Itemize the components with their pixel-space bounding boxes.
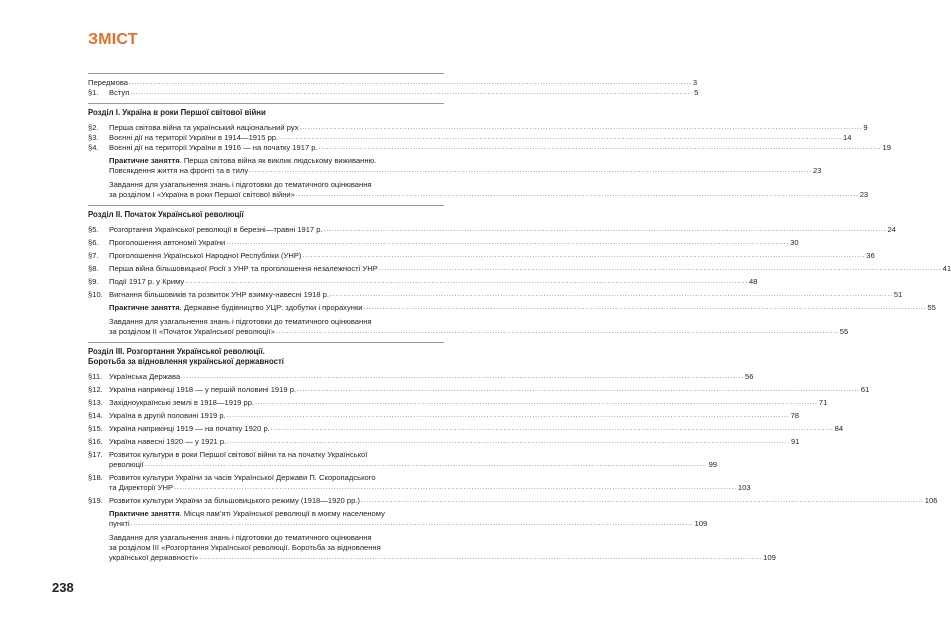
practical-label: Практичне заняття [109,156,180,165]
entry-page: 78 [790,411,799,420]
entry-title: Розвиток культури в роки Першої світової війни та на початку Української [109,450,368,459]
entry-title: Проголошення Української Народної Республіки (УНР) [109,251,302,260]
leader-dots [227,437,790,447]
entry-title: Розвиток культури України за більшовицького режиму (1918—1920 рр.) [109,496,360,505]
entry-page: 51 [893,290,903,299]
entry-page: 91 [791,437,800,446]
entry-page: 23 [812,166,822,175]
toc-entry[interactable] [88,264,951,274]
entry-number: §10. [88,290,103,299]
entry-number: §9. [88,277,99,286]
entry-title: Події 1917 р. у Криму [109,277,185,286]
entry-title: Перша світова війна та український національний рух [109,123,299,132]
entry-title: Воєнні дії на території України в 1916 — на початку 1917 р. [109,143,318,152]
review-tasks[interactable] [88,180,869,200]
toc-entry[interactable] [88,251,875,261]
tasks-line: за розділом ІІ «Початок Української революції» [109,327,275,336]
entry-page: 71 [818,398,828,407]
entry-page: 5 [694,88,699,97]
tasks-line: Завдання для узагальнення знань і підготовки до тематичного оцінювання [109,533,372,542]
divider [88,103,444,104]
entry-title: Перша війна більшовицької Росії з УНР та проголошення незалежності УНР [109,264,378,273]
entry-page: 30 [790,238,799,247]
entry-page: 55 [927,303,936,312]
entry-page: 14 [842,133,852,142]
entry-title: Передмова [88,78,129,87]
toc-entry[interactable] [88,411,799,421]
leader-dots [276,327,839,337]
entry-number: §19. [88,496,103,505]
entry-page: 48 [749,277,758,286]
entry-title-cont: та Директорії УНР [109,483,174,492]
practical-lesson[interactable] [88,303,936,313]
practical-title: . Державне будівництво УЦР: здобутки і прорахунки [179,303,363,312]
entry-number: §12. [88,385,103,394]
entry-page: 106 [924,496,938,505]
entry-page: 109 [763,553,776,562]
tasks-line: української державності» [109,553,199,562]
entry-title: Україна наприкінці 1919 — на початку 1920 р. [109,424,270,433]
entry-title: Західноукраїнські землі в 1918—1919 рр. [109,398,255,407]
entry-page: 61 [860,385,870,394]
leader-dots [271,424,834,434]
toc-entry[interactable] [88,450,718,470]
entry-number: §5. [88,225,99,234]
entry-title-cont: революції [109,460,144,469]
leader-dots [279,133,842,143]
section-heading[interactable]: Розділ І. Україна в роки Першої світової війни [88,108,266,117]
toc-entry[interactable] [88,290,903,300]
entry-title: Україна в другій половині 1919 р. [109,411,226,420]
tasks-line: за розділом І «Україна в роки Першої світової війни» [109,190,295,199]
entry-title: Українська Держава [109,372,181,381]
leader-dots [296,190,859,200]
entry-page: 41 [942,264,951,273]
entry-number: §13. [88,398,103,407]
leader-dots [361,496,924,506]
entry-number: §18. [88,473,103,482]
leader-dots [199,553,762,563]
leader-dots [226,238,789,248]
entry-number: §16. [88,437,103,446]
entry-page: 24 [887,225,896,234]
divider [88,205,444,206]
tasks-line: Завдання для узагальнення знань і підготовки до тематичного оцінювання [109,180,372,189]
toc-entry[interactable] [88,424,844,434]
section-heading[interactable]: Розділ ІІ. Початок Української революції [88,210,244,219]
toc-entry[interactable] [88,473,751,493]
leader-dots [181,372,744,382]
practical-title-cont: Повсякдення життя на фронті та в тилу [109,166,249,175]
toc-entry[interactable] [88,143,891,153]
entry-title: Розвиток культури України за часів Української Держави П. Скоропадського [109,473,376,482]
toc-entry[interactable] [88,496,938,506]
leader-dots [255,398,818,408]
toc-entry[interactable] [88,238,799,248]
toc-entry[interactable] [88,385,870,395]
practical-label: Практичне заняття [109,509,180,518]
entry-number: §15. [88,424,103,433]
entry-number: §14. [88,411,103,420]
divider [88,73,444,74]
toc-entry[interactable] [88,225,896,235]
table-of-contents [88,73,951,563]
leader-dots [330,290,893,300]
entry-page: 103 [737,483,751,492]
entry-page: 23 [859,190,869,199]
entry-page: 19 [882,143,891,152]
entry-page: 3 [692,78,698,87]
page-number: 238 [52,580,74,595]
leader-dots [145,460,708,470]
leader-dots [302,251,865,261]
entry-page: 36 [866,251,875,260]
entry-page: 99 [708,460,718,469]
toc-entry[interactable] [88,437,800,447]
entry-number: §17. [88,450,103,459]
leader-dots [227,411,790,421]
leader-dots [379,264,942,274]
divider [88,342,444,343]
entry-title: Україна наприкінці 1918 — у першій половині 1919 р. [109,385,297,394]
leader-dots [129,78,692,88]
practical-title-cont: пункті [109,519,130,528]
entry-title: Воєнні дії на території України в 1914—1915 рр. [109,133,279,142]
entry-title: Україна навесні 1920 — у 1921 р. [109,437,227,446]
toc-entry[interactable] [88,123,868,133]
leader-dots [249,166,812,176]
leader-dots [131,519,694,529]
practical-label: Практичне заняття [109,303,180,312]
entry-page: 109 [694,519,708,528]
entry-number: §4. [88,143,99,152]
entry-title: Розгортання Української революції в березні—травні 1917 р. [109,225,323,234]
leader-dots [185,277,748,287]
entry-number: §1. [88,88,99,97]
leader-dots [364,303,927,313]
leader-dots [130,88,693,98]
leader-dots [319,143,882,153]
toc-entry[interactable] [88,88,699,98]
entry-title: Проголошення автономії України [109,238,226,247]
page-title: ЗМІСТ [88,31,138,48]
entry-number: §3. [88,133,99,142]
toc-entry[interactable] [88,277,758,287]
entry-page: 9 [863,123,868,132]
review-tasks[interactable] [88,317,849,337]
practical-lesson[interactable] [88,156,822,176]
review-tasks[interactable] [88,533,776,563]
toc-entry[interactable] [88,372,754,382]
entry-number: §6. [88,238,99,247]
toc-entry[interactable] [88,133,852,143]
leader-dots [300,123,863,133]
practical-title: . Місця пам’яті Української революції в моєму населеному [179,509,385,518]
entry-number: §2. [88,123,99,132]
entry-page: 84 [834,424,844,433]
practical-title: . Перша світова війна як виклик людському виживанню. [179,156,377,165]
practical-lesson[interactable] [88,509,708,529]
leader-dots [324,225,887,235]
section-heading[interactable]: Розділ ІІІ. Розгортання Української революції. [88,347,265,356]
tasks-line: Завдання для узагальнення знань і підготовки до тематичного оцінювання [109,317,372,326]
tasks-line: за розділом ІІІ «Розгортання Української революції. Боротьба за відновлення [109,543,381,552]
entry-number: §11. [88,372,103,381]
toc-entry[interactable] [88,78,698,88]
entry-title: Вигнання більшовиків та розвиток УНР взимку-навесні 1918 р. [109,290,329,299]
entry-title: Вступ [109,88,130,97]
entry-page: 55 [839,327,849,336]
entry-number: §8. [88,264,99,273]
toc-entry[interactable] [88,398,828,408]
entry-page: 56 [745,372,754,381]
leader-dots [174,483,737,493]
entry-number: §7. [88,251,99,260]
leader-dots [297,385,860,395]
section-heading-cont: Боротьба за відновлення української державності [88,357,284,366]
